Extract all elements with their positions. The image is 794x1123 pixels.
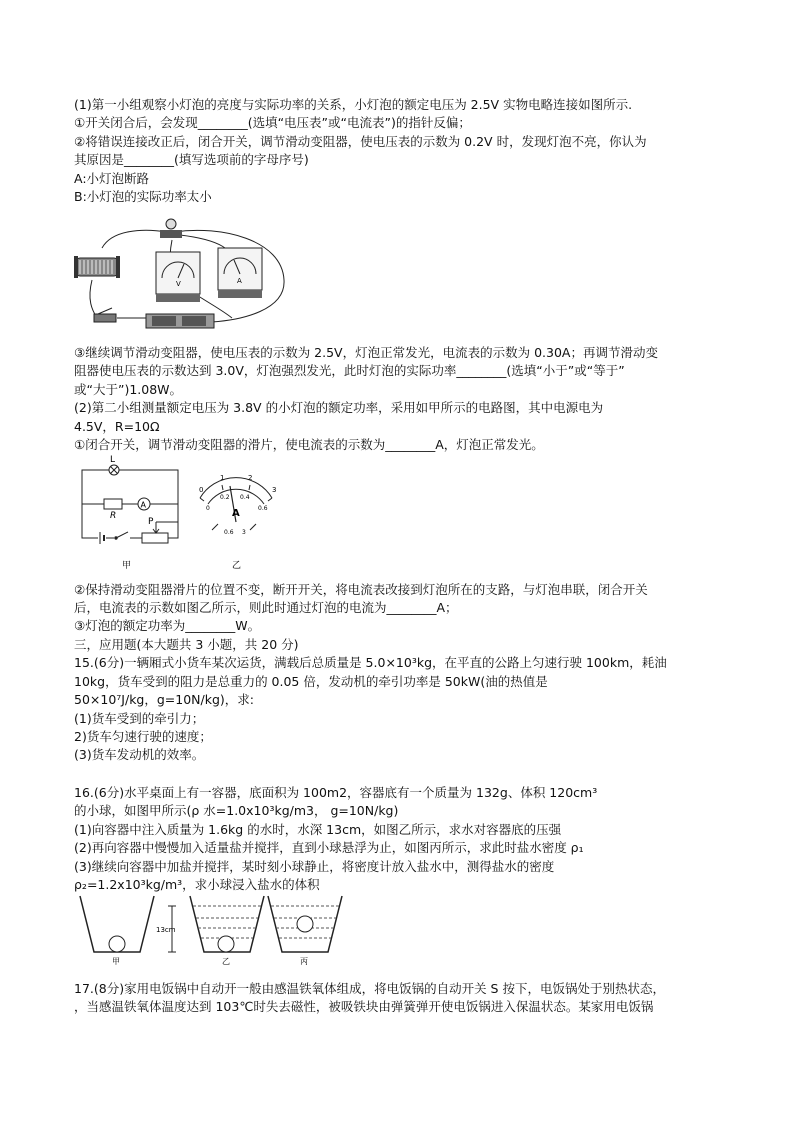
lamp-icon: [160, 219, 182, 238]
text-line: (1)第一小组观察小灯泡的亮度与实际功率的关系，小灯泡的额定电压为 2.5V 实物电略连接如图所示.: [74, 97, 633, 112]
text-line: ，当感温铁氧体温度达到 103℃时失去磁性，被吸铁块由弹簧弹开使电饭锅进入保温状态。某家用电饭锅: [74, 999, 654, 1014]
svg-text:3: 3: [272, 486, 277, 494]
text-line: 16.(6分)水平桌面上有一容器，底面积为 100m2，容器底有一个质量为 132g、体积 120cm³: [74, 785, 598, 800]
text-line: (1)货车受到的牵引力；: [74, 711, 205, 726]
svg-text:A: A: [140, 500, 146, 510]
caption-jia: 甲: [122, 561, 132, 571]
text-line: (2)第二小组测量额定电压为 3.8V 的小灯泡的额定功率，采用如甲所示的电路图，其中电源电为: [74, 400, 604, 415]
text-line: 的小球，如图甲所示(ρ 水=1.0x10³kg/m3， g=10N/kg): [74, 803, 399, 818]
text-line: 2)货车匀速行驶的速度；: [74, 729, 212, 744]
svg-text:0.2: 0.2: [220, 494, 230, 501]
voltmeter-icon: [156, 252, 200, 302]
text-line: ①开关闭合后，会发现________(选填“电压表”或“电流表”)的指针反偏；: [74, 115, 471, 130]
switch-icon: [114, 532, 130, 542]
svg-text:3: 3: [242, 529, 246, 536]
depth-label: 13cm: [156, 926, 176, 934]
option-a: A:小灯泡断路: [74, 171, 150, 186]
battery-icon: [146, 314, 214, 328]
svg-text:V: V: [176, 280, 181, 288]
container-figure: [76, 892, 346, 968]
text-line: (3)继续向容器中加盐并搅拌，某时刻小球静止，将密度计放入盐水中，测得盐水的密度: [74, 859, 555, 874]
svg-text:2: 2: [248, 474, 253, 482]
svg-text:0: 0: [199, 486, 204, 494]
text-line: 后，电流表的示数如图乙所示，则此时通过灯泡的电流为________A；: [74, 600, 458, 615]
text-line: ②保持滑动变阻器滑片的位置不变，断开开关，将电流表改接到灯泡所在的支路，与灯泡串联，闭合开关: [74, 582, 648, 597]
svg-text:A: A: [237, 277, 242, 285]
section-title: 三，应用题(本大题共 3 小题，共 20 分): [74, 637, 299, 652]
svg-text:0.6: 0.6: [258, 505, 268, 512]
svg-text:0.6: 0.6: [224, 529, 234, 536]
ammeter-dial-icon: [199, 474, 276, 571]
label-l: L: [110, 455, 116, 465]
svg-text:甲: 甲: [112, 957, 120, 966]
text-line: 其原因是________(填写选项前的字母序号): [74, 152, 309, 167]
text-line: 4.5V，R=10Ω: [74, 419, 160, 434]
text-line: ρ₂=1.2x10³kg/m³，求小球浸入盐水的体积: [74, 877, 320, 892]
text-line: ③继续调节滑动变阻器，使电压表的示数为 2.5V，灯泡正常发光，电流表的示数为 0.30A；再调节滑动变: [74, 345, 658, 360]
ammeter-icon: [218, 248, 262, 298]
caption-yi: 乙: [232, 561, 242, 571]
switch-icon: [94, 308, 116, 322]
svg-text:0: 0: [206, 505, 210, 512]
lamp-icon: [109, 465, 119, 475]
text-line: (1)向容器中注入质量为 1.6kg 的水时，水深 13cm，如图乙所示，求水对容器底的压强: [74, 822, 562, 837]
text-line: ③灯泡的额定功率为________W。: [74, 618, 261, 633]
circuit-diagram-figure: [72, 452, 292, 574]
container-jia: [80, 896, 154, 966]
text-line: 阻器使电压表的示数达到 3.0V，灯泡强烈发光，此时灯泡的实际功率________(选填“小于”或“等于”: [74, 363, 625, 378]
rheostat-icon: [74, 256, 120, 278]
svg-text:乙: 乙: [222, 957, 230, 966]
label-r: R: [110, 511, 117, 521]
text-line: (2)再向容器中慢慢加入适量盐并搅拌，直到小球悬浮为止，如图丙所示，求此时盐水密度 ρ₁: [74, 840, 584, 855]
text-line: ②将错误连接改正后，闭合开关，调节滑动变阻器，使电压表的示数为 0.2V 时，发现灯泡不亮，你认为: [74, 134, 647, 149]
text-line: ①闭合开关，调节滑动变阻器的滑片，使电流表的示数为________A，灯泡正常发光。: [74, 437, 544, 452]
physical-circuit-figure: [72, 210, 292, 336]
container-yi: [156, 896, 264, 966]
ammeter-icon: [138, 498, 150, 510]
text-line: (3)货车发动机的效率。: [74, 747, 205, 762]
text-line: 10kg，货车受到的阻力是总重力的 0.05 倍，发动机的牵引功率是 50kW(油的热值是: [74, 674, 548, 689]
text-line: 15.(6分)一辆厢式小货车某次运货，满载后总质量是 5.0×10³kg，在平直的公路上匀速行驶 100km，耗油: [74, 655, 667, 670]
text-line: 或“大于”)1.08W。: [74, 382, 183, 397]
battery-icon: [98, 532, 106, 544]
svg-text:1: 1: [220, 474, 225, 482]
svg-text:0.4: 0.4: [240, 494, 250, 501]
svg-text:A: A: [232, 508, 240, 519]
text-line: 17.(8分)家用电饭锅中自动开一般由感温铁氧体组成，将电饭锅的自动开关 S 按下，电饭锅处于别热状态，: [74, 981, 665, 996]
container-bing: [268, 896, 342, 966]
resistor-icon: [104, 499, 122, 509]
label-p: P: [148, 517, 154, 527]
svg-text:丙: 丙: [300, 957, 308, 966]
text-line: 50×10⁷J/kg，g=10N/kg)，求:: [74, 692, 255, 707]
option-b: B:小灯泡的实际功率太小: [74, 189, 212, 204]
